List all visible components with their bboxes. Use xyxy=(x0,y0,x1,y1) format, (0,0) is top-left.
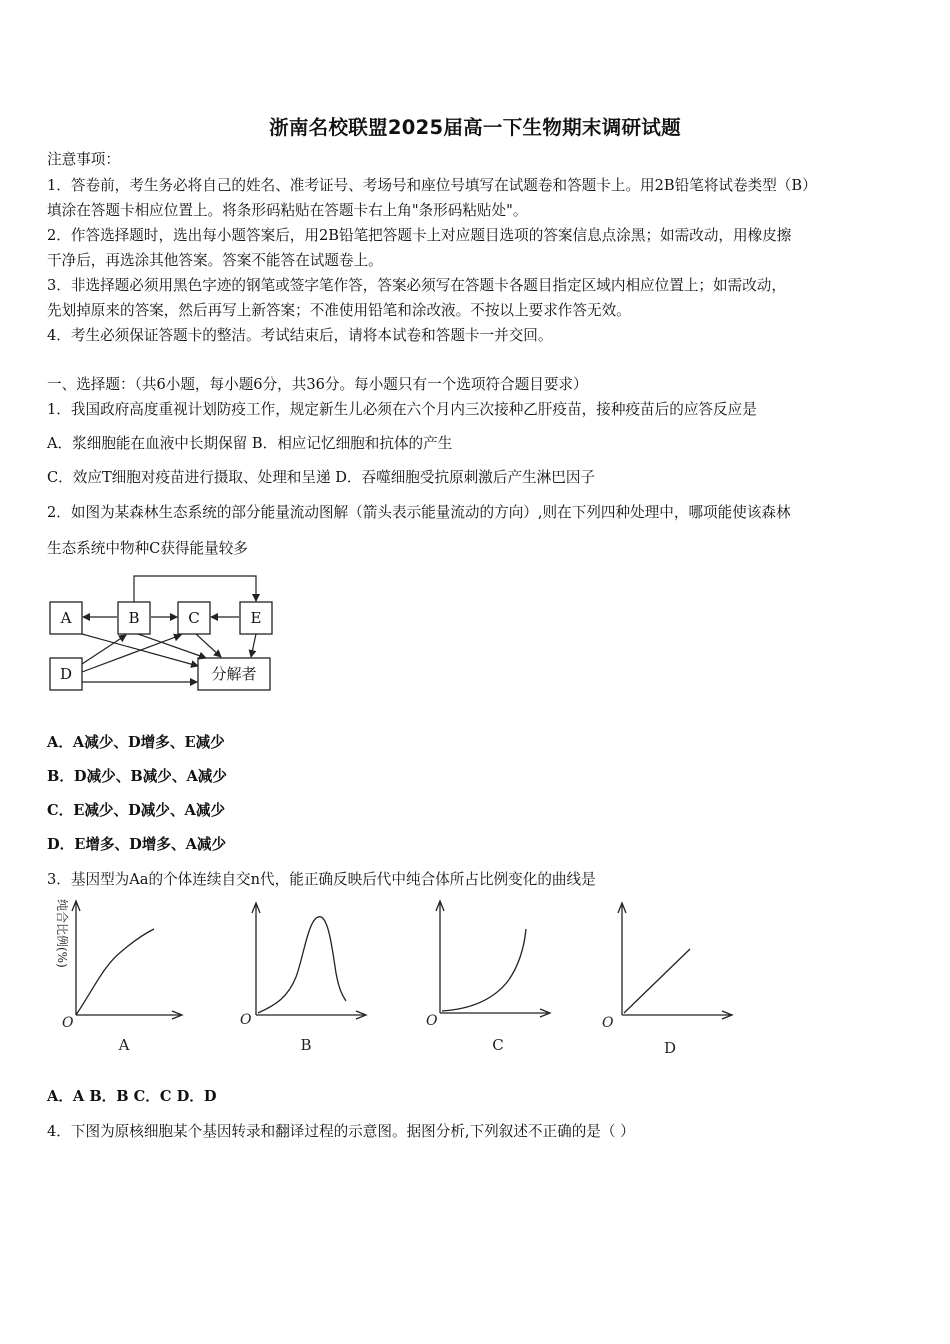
q2-stem-a: 2．如图为某森林生态系统的部分能量流动图解（箭头表示能量流动的方向）,则在下列四种处理中，哪项能使该森林 xyxy=(47,504,791,521)
graph-c-origin: O xyxy=(426,1013,438,1029)
graph-a-label: A xyxy=(118,1036,130,1054)
graph-c-label: C xyxy=(492,1036,504,1054)
q2-option-c: C．E减少、D减少、A减少 xyxy=(47,802,226,819)
graph-a-origin: O xyxy=(62,1015,74,1031)
graph-a-ylabel: 纯合比例(%) xyxy=(55,899,69,968)
arrow-b-to-decomposer xyxy=(138,634,206,658)
notice-item-2b: 干净后，再选涂其他答案。答案不能答在试题卷上。 xyxy=(47,252,383,269)
notice-item-1a: 1．答卷前，考生务必将自己的姓名、准考证号、考场号和座位号填写在试题卷和答题卡上。用2B铅笔将试卷类型（B） xyxy=(47,177,817,194)
graph-d-label: D xyxy=(663,1039,677,1057)
node-e-label: E xyxy=(250,609,262,627)
q1-options-ab: A．浆细胞能在血液中长期保留 B．相应记忆细胞和抗体的产生 xyxy=(47,435,453,452)
graph-c-curve xyxy=(442,929,526,1011)
notice-heading: 注意事项： xyxy=(47,151,120,168)
section-heading: 一、选择题：（共6小题，每小题6分，共36分。每小题只有一个选项符合题目要求） xyxy=(47,376,588,393)
graph-d xyxy=(596,893,746,1063)
notice-item-3a: 3．非选择题必须用黑色字迹的钢笔或签字笔作答，答案必须写在答题卡各题目指定区域内相应位置上；如需改动， xyxy=(47,277,786,294)
decomposer-label: 分解者 xyxy=(211,665,257,683)
arrow-e-to-decomposer xyxy=(251,634,256,657)
arrow-d-to-b xyxy=(82,635,126,664)
graph-a xyxy=(46,893,196,1063)
node-a-label: A xyxy=(60,609,72,627)
graph-b xyxy=(226,893,376,1063)
graph-b-label: B xyxy=(300,1036,312,1054)
node-b-label: B xyxy=(128,609,140,627)
notice-item-2a: 2．作答选择题时，选出每小题答案后，用2B铅笔把答题卡上对应题目选项的答案信息点涂黑；如需改动，用橡皮擦 xyxy=(47,227,792,244)
energy-flow-diagram xyxy=(46,572,286,702)
q4-stem: 4．下图为原核细胞某个基因转录和翻译过程的示意图。据图分析,下列叙述不正确的是（ ） xyxy=(47,1123,635,1140)
q3-stem: 3．基因型为Aa的个体连续自交n代，能正确反映后代中纯合体所占比例变化的曲线是 xyxy=(47,871,596,888)
notice-item-1b: 填涂在答题卡相应位置上。将条形码粘贴在答题卡右上角"条形码粘贴处"。 xyxy=(47,202,528,219)
q2-stem-b: 生态系统中物种C获得能量较多 xyxy=(47,540,248,557)
q2-option-d: D．E增多、D增多、A减少 xyxy=(47,836,227,853)
q1-stem: 1．我国政府高度重视计划防疫工作，规定新生儿必须在六个月内三次接种乙肝疫苗，接种疫苗后的应答反应是 xyxy=(47,401,757,418)
q2-option-a: A．A减少、D增多、E减少 xyxy=(47,734,225,751)
graph-c xyxy=(412,893,562,1063)
notice-item-3b: 先划掉原来的答案，然后再写上新答案；不准使用铅笔和涂改液。不按以上要求作答无效。 xyxy=(47,302,631,319)
graph-b-curve xyxy=(258,917,346,1013)
graph-b-origin: O xyxy=(240,1012,252,1028)
graph-a-curve xyxy=(76,929,154,1015)
q2-option-b: B．D减少、B减少、A减少 xyxy=(47,768,227,785)
page-title: 浙南名校联盟2025届高一下生物期末调研试题 xyxy=(269,116,681,139)
node-d-label: D xyxy=(59,665,73,683)
arrow-c-to-decomposer xyxy=(196,634,221,657)
graph-d-origin: O xyxy=(602,1015,614,1031)
q3-options: A．A B．B C．C D．D xyxy=(47,1088,217,1105)
q1-options-cd: C．效应T细胞对疫苗进行摄取、处理和呈递 D．吞噬细胞受抗原刺激后产生淋巴因子 xyxy=(47,469,596,486)
notice-item-4: 4．考生必须保证答题卡的整洁。考试结束后，请将本试卷和答题卡一并交回。 xyxy=(47,327,553,344)
node-c-label: C xyxy=(188,609,200,627)
graph-d-line xyxy=(624,949,690,1013)
arrow-b-to-e xyxy=(134,576,256,602)
